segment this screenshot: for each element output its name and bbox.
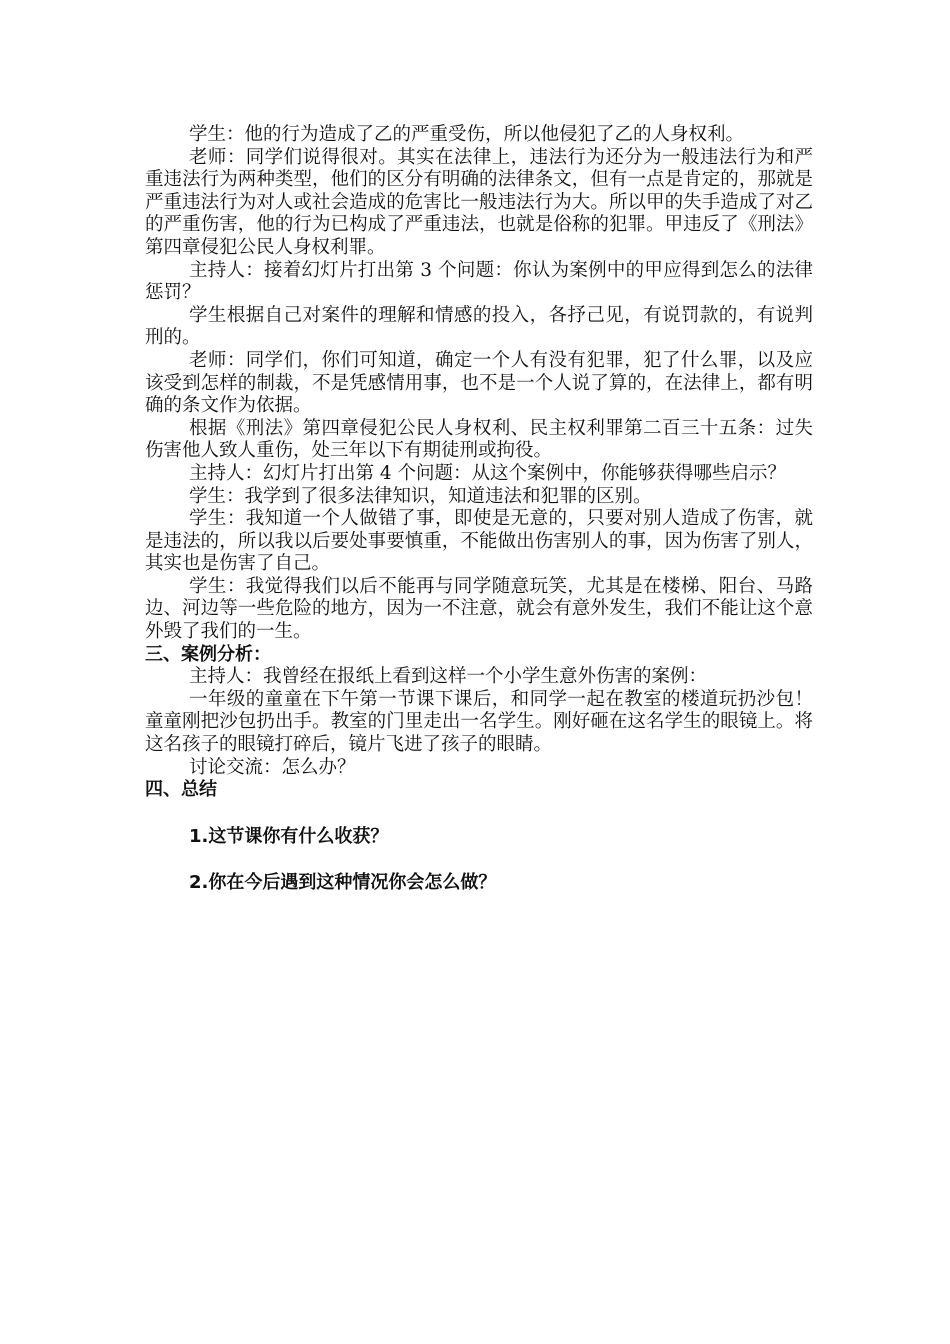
section-heading-summary: 四、总结	[145, 779, 217, 801]
summary-question: 1.这节课你有什么收获？	[189, 825, 389, 847]
paragraph: 主持人：我曾经在报纸上看到这样一个小学生意外伤害的案例：	[189, 666, 708, 688]
paragraph: 主持人：幻灯片打出第 4 个问题：从这个案例中，你能够获得哪些启示？	[189, 462, 787, 484]
paragraph: 讨论交流：怎么办？	[189, 756, 356, 778]
paragraph: 一年级的童童在下午第一节课下课后，和同学一起在教室的楼道玩扔沙包！童童刚把沙包扔出手。教室的门里走出一名学生。刚好砸在这名学生的眼镜上。将这名孩子的眼镜打碎后，镜片飞进了孩子的眼睛。	[145, 688, 813, 756]
paragraph: 根据《刑法》第四章侵犯公民人身权利、民主权利罪第二百三十五条：过失伤害他人致人重伤，处三年以下有期徒刑或拘役。	[145, 417, 813, 462]
paragraph: 主持人：接着幻灯片打出第 3 个问题：你认为案例中的甲应得到怎么的法律惩罚？	[145, 259, 813, 304]
paragraph: 学生：我知道一个人做错了事，即使是无意的，只要对别人造成了伤害，就是违法的，所以我以后要处事要慎重，不能做出伤害别人的事，因为伤害了别人，其实也是伤害了自己。	[145, 508, 813, 575]
paragraph: 学生：我觉得我们以后不能再与同学随意玩笑，尤其是在楼梯、阳台、马路边、河边等一些危险的地方，因为一不注意，就会有意外发生，我们不能让这个意外毁了我们的一生。	[145, 575, 813, 643]
section-heading-case-analysis: 三、案例分析：	[145, 643, 271, 665]
paragraph: 老师：同学们，你们可知道，确定一个人有没有犯罪，犯了什么罪，以及应该受到怎样的制裁，不是凭感情用事，也不是一个人说了算的，在法律上，都有明确的条文作为依据。	[145, 349, 813, 417]
summary-question: 2.你在今后遇到这种情况你会怎么做？	[189, 872, 497, 894]
paragraph: 学生：我学到了很多法律知识，知道违法和犯罪的区别。	[189, 485, 652, 507]
paragraph: 老师：同学们说得很对。其实在法律上，违法行为还分为一般违法行为和严重违法行为两种类型，他们的区分有明确的法律条文，但有一点是肯定的，那就是严重违法行为对人或社会造成的危害比一般违法行为大。所以甲的失手造成了对乙的严重伤害，他的行为已构成了严重违法，也就是俗称的犯罪。甲违反了《刑法》第四章侵犯公民人身权利罪。	[145, 146, 813, 258]
paragraph: 学生根据自己对案件的理解和情感的投入，各抒己见，有说罚款的，有说判刑的。	[145, 304, 813, 349]
document-page	[145, 124, 813, 895]
paragraph: 学生：他的行为造成了乙的严重受伤，所以他侵犯了乙的人身权利。	[189, 124, 745, 145]
